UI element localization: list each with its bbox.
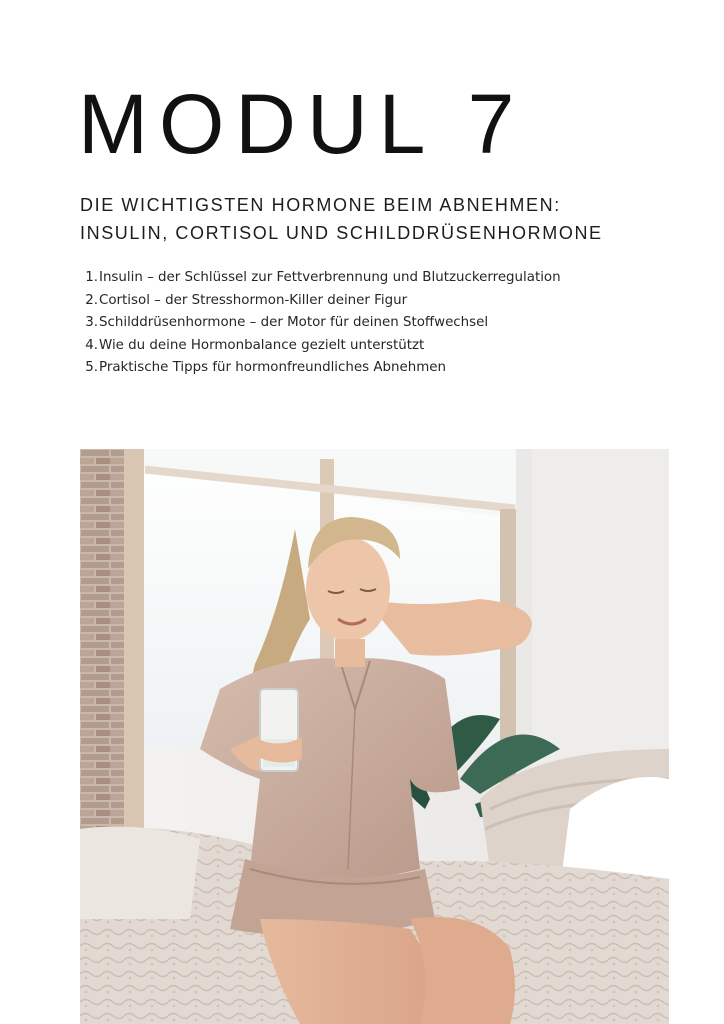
module-subtitle <box>80 191 603 247</box>
list-item-number: 3. <box>85 315 98 331</box>
list-item-text: Schilddrüsenhormone – der Motor für deinen Stoffwechsel <box>99 315 489 331</box>
list-item-number: 4. <box>85 337 98 353</box>
list-item-text: Insulin – der Schlüssel zur Fettverbrennung und Blutzuckerregulation <box>99 270 561 285</box>
photo-woman-with-water-glass <box>80 449 669 1024</box>
list-item <box>84 267 561 290</box>
list-item-text: Wie du deine Hormonbalance gezielt unterstützt <box>99 337 425 353</box>
photo-illustration <box>80 449 669 1024</box>
list-item-number: 2. <box>85 292 98 308</box>
list-item-number: 1. <box>85 270 98 285</box>
list-item-text: Praktische Tipps für hormonfreundliches Abnehmen <box>99 360 446 376</box>
list-item <box>84 335 561 358</box>
list-item <box>84 312 561 335</box>
list-item-number: 5. <box>85 360 98 376</box>
list-item <box>84 290 561 313</box>
list-item-text: Cortisol – der Stresshormon-Killer deiner Figur <box>99 292 408 308</box>
subtitle-line-1: DIE WICHTIGSTEN HORMONE BEIM ABNEHMEN: <box>80 195 561 215</box>
subtitle-line-2: INSULIN, CORTISOL UND SCHILDDRÜSENHORMONE <box>80 223 603 243</box>
list-item <box>84 357 561 380</box>
topic-list <box>84 267 561 380</box>
module-title: MODUL 7 <box>78 77 526 171</box>
